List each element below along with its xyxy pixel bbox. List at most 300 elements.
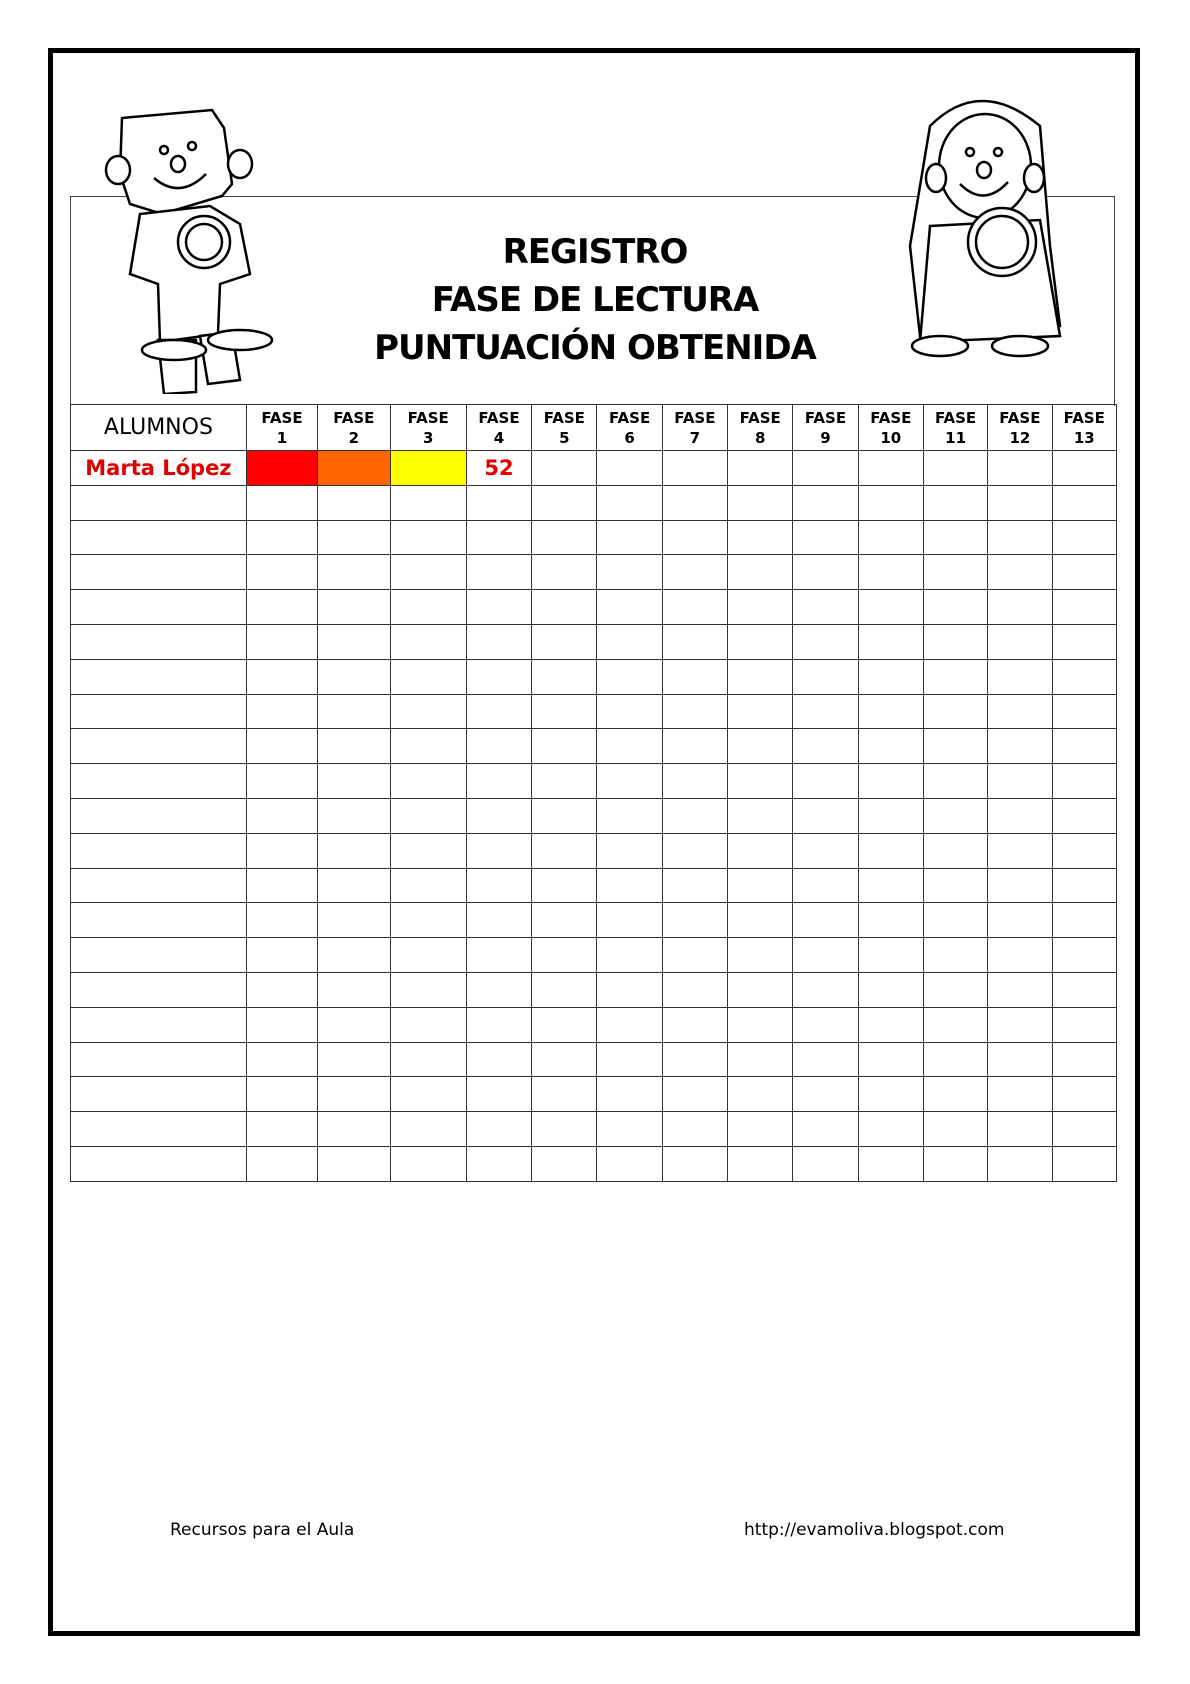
table-cell[interactable]: [318, 624, 390, 659]
table-cell[interactable]: [923, 451, 987, 486]
table-cell[interactable]: [728, 1007, 793, 1042]
table-cell[interactable]: [728, 1042, 793, 1077]
table-cell[interactable]: [466, 1112, 531, 1147]
table-cell[interactable]: [597, 868, 662, 903]
table-cell[interactable]: [318, 694, 390, 729]
table-cell[interactable]: [1052, 624, 1116, 659]
table-cell[interactable]: [1052, 764, 1116, 799]
table-cell[interactable]: [923, 624, 987, 659]
table-cell[interactable]: [923, 729, 987, 764]
table-cell[interactable]: [1052, 1007, 1116, 1042]
table-cell[interactable]: [858, 1146, 923, 1181]
table-cell[interactable]: [318, 938, 390, 973]
table-cell[interactable]: [1052, 694, 1116, 729]
table-row: [71, 451, 1117, 486]
table-cell[interactable]: [318, 1112, 390, 1147]
table-cell[interactable]: [988, 485, 1052, 520]
table-cell[interactable]: [532, 1146, 597, 1181]
table-cell[interactable]: [988, 624, 1052, 659]
table-cell[interactable]: [858, 1077, 923, 1112]
student-name-cell[interactable]: [71, 868, 247, 903]
table-cell[interactable]: [793, 868, 858, 903]
table-cell[interactable]: [662, 1112, 727, 1147]
table-cell[interactable]: [662, 868, 727, 903]
table-cell[interactable]: [662, 938, 727, 973]
table-cell[interactable]: [390, 833, 466, 868]
table-cell[interactable]: [246, 1146, 317, 1181]
table-cell[interactable]: [318, 868, 390, 903]
table-cell[interactable]: [390, 1146, 466, 1181]
table-cell[interactable]: [318, 1146, 390, 1181]
table-cell[interactable]: [988, 1112, 1052, 1147]
table-cell[interactable]: [597, 1007, 662, 1042]
table-cell[interactable]: [246, 520, 317, 555]
table-cell[interactable]: [246, 694, 317, 729]
column-header-fase-13: FASE 13: [1052, 405, 1116, 451]
table-cell[interactable]: [988, 659, 1052, 694]
table-cell[interactable]: [532, 451, 597, 486]
table-cell[interactable]: [923, 694, 987, 729]
table-cell[interactable]: [597, 972, 662, 1007]
table-cell[interactable]: [1052, 798, 1116, 833]
table-cell[interactable]: [532, 798, 597, 833]
table-cell[interactable]: [728, 1112, 793, 1147]
table-cell[interactable]: [923, 555, 987, 590]
table-cell[interactable]: [728, 590, 793, 625]
student-name-cell[interactable]: [71, 1042, 247, 1077]
table-cell[interactable]: [858, 798, 923, 833]
table-cell[interactable]: [858, 451, 923, 486]
table-cell[interactable]: [1052, 451, 1116, 486]
table-cell[interactable]: [597, 590, 662, 625]
table-cell[interactable]: [793, 520, 858, 555]
table-cell[interactable]: [858, 694, 923, 729]
boy-illustration: [100, 104, 290, 394]
student-name-cell[interactable]: [71, 833, 247, 868]
table-cell[interactable]: [318, 555, 390, 590]
table-cell[interactable]: [728, 1146, 793, 1181]
table-cell[interactable]: [1052, 972, 1116, 1007]
table-cell[interactable]: [466, 590, 531, 625]
table-cell[interactable]: [466, 555, 531, 590]
table-cell[interactable]: [728, 833, 793, 868]
table-cell[interactable]: [532, 624, 597, 659]
table-cell[interactable]: [858, 485, 923, 520]
table-cell[interactable]: [246, 798, 317, 833]
table-cell[interactable]: [662, 555, 727, 590]
table-cell[interactable]: [858, 590, 923, 625]
table-cell[interactable]: [318, 590, 390, 625]
table-cell[interactable]: [597, 520, 662, 555]
phase-3-color-cell[interactable]: [390, 451, 466, 486]
table-cell[interactable]: [923, 868, 987, 903]
table-cell[interactable]: [988, 903, 1052, 938]
table-cell[interactable]: [988, 555, 1052, 590]
table-cell[interactable]: [988, 1077, 1052, 1112]
table-cell[interactable]: [466, 938, 531, 973]
student-name-cell[interactable]: [71, 938, 247, 973]
table-cell[interactable]: [923, 659, 987, 694]
table-cell[interactable]: [793, 590, 858, 625]
table-cell[interactable]: [728, 1077, 793, 1112]
student-name-cell[interactable]: [71, 972, 247, 1007]
table-cell[interactable]: [793, 451, 858, 486]
table-cell[interactable]: [390, 729, 466, 764]
table-cell[interactable]: [793, 938, 858, 973]
table-cell[interactable]: [793, 694, 858, 729]
table-cell[interactable]: [728, 798, 793, 833]
table-cell[interactable]: [923, 590, 987, 625]
table-cell[interactable]: [988, 1042, 1052, 1077]
table-cell[interactable]: [793, 972, 858, 1007]
student-name-cell[interactable]: [71, 694, 247, 729]
table-cell[interactable]: [466, 694, 531, 729]
table-cell[interactable]: [923, 972, 987, 1007]
table-cell[interactable]: [793, 485, 858, 520]
table-cell[interactable]: [858, 972, 923, 1007]
table-cell[interactable]: [246, 729, 317, 764]
table-cell[interactable]: [923, 938, 987, 973]
student-name-cell[interactable]: Marta López: [71, 451, 247, 486]
table-cell[interactable]: [1052, 590, 1116, 625]
table-cell[interactable]: [923, 798, 987, 833]
table-cell[interactable]: [466, 903, 531, 938]
table-cell[interactable]: [532, 1042, 597, 1077]
table-cell[interactable]: [532, 694, 597, 729]
table-cell[interactable]: [728, 624, 793, 659]
table-cell[interactable]: [662, 1077, 727, 1112]
table-cell[interactable]: [662, 624, 727, 659]
table-cell[interactable]: [246, 833, 317, 868]
table-cell[interactable]: [246, 903, 317, 938]
table-cell[interactable]: [793, 624, 858, 659]
table-cell[interactable]: [532, 555, 597, 590]
table-cell[interactable]: [466, 798, 531, 833]
table-cell[interactable]: [988, 868, 1052, 903]
table-cell[interactable]: [793, 1146, 858, 1181]
table-cell[interactable]: [532, 764, 597, 799]
table-cell[interactable]: [662, 1146, 727, 1181]
table-cell[interactable]: [246, 868, 317, 903]
table-cell[interactable]: [1052, 1077, 1116, 1112]
table-cell[interactable]: [597, 659, 662, 694]
table-cell[interactable]: [858, 1042, 923, 1077]
table-cell[interactable]: [597, 1112, 662, 1147]
table-cell[interactable]: [662, 729, 727, 764]
table-cell[interactable]: [318, 764, 390, 799]
table-cell[interactable]: [246, 1042, 317, 1077]
table-cell[interactable]: [597, 451, 662, 486]
table-cell[interactable]: [466, 1077, 531, 1112]
table-cell[interactable]: [858, 555, 923, 590]
student-name-cell[interactable]: [71, 1077, 247, 1112]
table-cell[interactable]: [246, 590, 317, 625]
table-cell[interactable]: [728, 868, 793, 903]
table-cell[interactable]: [390, 868, 466, 903]
table-cell[interactable]: [466, 1042, 531, 1077]
table-cell[interactable]: [858, 624, 923, 659]
table-cell[interactable]: [923, 1112, 987, 1147]
table-cell[interactable]: [532, 868, 597, 903]
table-cell[interactable]: [662, 590, 727, 625]
table-cell[interactable]: [597, 938, 662, 973]
student-name-cell[interactable]: [71, 1146, 247, 1181]
table-cell[interactable]: [858, 729, 923, 764]
table-cell[interactable]: [662, 764, 727, 799]
table-cell[interactable]: [728, 694, 793, 729]
table-cell[interactable]: [597, 764, 662, 799]
table-cell[interactable]: [923, 1007, 987, 1042]
table-cell[interactable]: [390, 555, 466, 590]
table-cell[interactable]: [390, 659, 466, 694]
table-cell[interactable]: [988, 972, 1052, 1007]
table-cell[interactable]: [923, 1146, 987, 1181]
table-cell[interactable]: [793, 659, 858, 694]
student-name-cell[interactable]: [71, 1112, 247, 1147]
table-cell[interactable]: [246, 624, 317, 659]
table-cell[interactable]: [597, 1077, 662, 1112]
table-cell[interactable]: [597, 485, 662, 520]
table-cell[interactable]: [532, 938, 597, 973]
table-cell[interactable]: [466, 729, 531, 764]
table-cell[interactable]: [466, 764, 531, 799]
table-cell[interactable]: [858, 1007, 923, 1042]
student-name-cell[interactable]: [71, 520, 247, 555]
table-cell[interactable]: [858, 833, 923, 868]
table-cell[interactable]: [532, 659, 597, 694]
table-cell[interactable]: [390, 694, 466, 729]
student-name-cell[interactable]: [71, 624, 247, 659]
table-cell[interactable]: [793, 903, 858, 938]
table-cell[interactable]: [318, 833, 390, 868]
table-cell[interactable]: [662, 798, 727, 833]
table-cell[interactable]: [597, 624, 662, 659]
table-cell[interactable]: [728, 451, 793, 486]
table-cell[interactable]: [728, 938, 793, 973]
table-cell[interactable]: [466, 659, 531, 694]
table-cell[interactable]: [1052, 903, 1116, 938]
table-cell[interactable]: [858, 520, 923, 555]
table-cell[interactable]: [1052, 555, 1116, 590]
table-cell[interactable]: [466, 1007, 531, 1042]
table-cell[interactable]: [597, 903, 662, 938]
table-cell[interactable]: [597, 1146, 662, 1181]
table-cell[interactable]: [318, 520, 390, 555]
table-cell[interactable]: [858, 938, 923, 973]
student-name-cell[interactable]: [71, 590, 247, 625]
table-cell[interactable]: [246, 1007, 317, 1042]
table-cell[interactable]: [597, 555, 662, 590]
table-cell[interactable]: [988, 1146, 1052, 1181]
table-cell[interactable]: [318, 485, 390, 520]
table-cell[interactable]: [988, 833, 1052, 868]
table-cell[interactable]: [793, 764, 858, 799]
table-cell[interactable]: [466, 624, 531, 659]
table-cell[interactable]: [988, 590, 1052, 625]
table-cell[interactable]: [390, 520, 466, 555]
table-cell[interactable]: [858, 659, 923, 694]
table-cell[interactable]: [728, 485, 793, 520]
table-cell[interactable]: [793, 1007, 858, 1042]
student-name-cell[interactable]: [71, 903, 247, 938]
table-cell[interactable]: [988, 451, 1052, 486]
table-cell[interactable]: [728, 764, 793, 799]
table-cell[interactable]: [662, 972, 727, 1007]
table-cell[interactable]: [1052, 938, 1116, 973]
table-cell[interactable]: [1052, 1146, 1116, 1181]
table-cell[interactable]: [988, 729, 1052, 764]
table-cell[interactable]: [923, 1042, 987, 1077]
table-cell[interactable]: [532, 1112, 597, 1147]
table-cell[interactable]: [662, 520, 727, 555]
table-cell[interactable]: [793, 729, 858, 764]
table-cell[interactable]: [728, 520, 793, 555]
table-cell[interactable]: [1052, 520, 1116, 555]
table-cell[interactable]: [858, 764, 923, 799]
student-name-cell[interactable]: [71, 798, 247, 833]
table-cell[interactable]: [318, 1007, 390, 1042]
table-cell[interactable]: [318, 798, 390, 833]
table-cell[interactable]: [923, 833, 987, 868]
table-cell[interactable]: [793, 798, 858, 833]
table-cell[interactable]: [662, 694, 727, 729]
footer-url[interactable]: http://evamoliva.blogspot.com: [744, 1520, 1005, 1540]
table-cell[interactable]: [793, 555, 858, 590]
table-cell[interactable]: [858, 868, 923, 903]
phase-2-color-cell[interactable]: [318, 451, 390, 486]
table-cell[interactable]: [466, 1146, 531, 1181]
table-cell[interactable]: [728, 555, 793, 590]
table-cell[interactable]: [662, 833, 727, 868]
table-cell[interactable]: [532, 833, 597, 868]
table-cell[interactable]: [466, 520, 531, 555]
table-cell[interactable]: [390, 624, 466, 659]
phase-4-score-cell[interactable]: 52: [466, 451, 531, 486]
table-cell[interactable]: [318, 903, 390, 938]
table-cell[interactable]: [988, 1007, 1052, 1042]
table-cell[interactable]: [662, 1007, 727, 1042]
table-cell[interactable]: [793, 1112, 858, 1147]
student-name-cell[interactable]: [71, 764, 247, 799]
table-cell[interactable]: [1052, 868, 1116, 903]
table-cell[interactable]: [988, 520, 1052, 555]
phase-1-color-cell[interactable]: [246, 451, 317, 486]
table-cell[interactable]: [318, 972, 390, 1007]
table-cell[interactable]: [466, 833, 531, 868]
table-cell[interactable]: [793, 1077, 858, 1112]
table-cell[interactable]: [246, 1112, 317, 1147]
table-cell[interactable]: [390, 798, 466, 833]
table-cell[interactable]: [466, 972, 531, 1007]
table-cell[interactable]: [318, 1077, 390, 1112]
table-cell[interactable]: [923, 903, 987, 938]
table-cell[interactable]: [532, 1007, 597, 1042]
table-cell[interactable]: [662, 1042, 727, 1077]
table-cell[interactable]: [597, 729, 662, 764]
table-cell[interactable]: [532, 729, 597, 764]
table-cell[interactable]: [597, 694, 662, 729]
table-cell[interactable]: [390, 903, 466, 938]
table-cell[interactable]: [662, 451, 727, 486]
table-cell[interactable]: [246, 485, 317, 520]
student-name-cell[interactable]: [71, 729, 247, 764]
table-cell[interactable]: [246, 972, 317, 1007]
table-cell[interactable]: [597, 1042, 662, 1077]
table-cell[interactable]: [390, 938, 466, 973]
table-cell[interactable]: [597, 833, 662, 868]
table-cell[interactable]: [923, 764, 987, 799]
table-cell[interactable]: [318, 1042, 390, 1077]
table-cell[interactable]: [390, 1077, 466, 1112]
table-cell[interactable]: [390, 764, 466, 799]
table-cell[interactable]: [532, 590, 597, 625]
table-cell[interactable]: [532, 972, 597, 1007]
table-cell[interactable]: [246, 764, 317, 799]
table-cell[interactable]: [1052, 1112, 1116, 1147]
student-name-cell[interactable]: [71, 555, 247, 590]
column-header-fase-2: FASE 2: [318, 405, 390, 451]
table-cell[interactable]: [246, 938, 317, 973]
table-cell[interactable]: [532, 1077, 597, 1112]
table-cell[interactable]: [390, 485, 466, 520]
table-cell[interactable]: [858, 903, 923, 938]
table-cell[interactable]: [390, 590, 466, 625]
table-cell[interactable]: [728, 659, 793, 694]
student-name-cell[interactable]: [71, 485, 247, 520]
table-cell[interactable]: [246, 555, 317, 590]
table-cell[interactable]: [858, 1112, 923, 1147]
table-cell[interactable]: [988, 938, 1052, 973]
table-cell[interactable]: [597, 798, 662, 833]
table-cell[interactable]: [1052, 729, 1116, 764]
table-cell[interactable]: [390, 1042, 466, 1077]
table-cell[interactable]: [1052, 659, 1116, 694]
table-cell[interactable]: [466, 868, 531, 903]
table-cell[interactable]: [662, 903, 727, 938]
table-cell[interactable]: [728, 972, 793, 1007]
table-cell[interactable]: [466, 485, 531, 520]
table-cell[interactable]: [318, 659, 390, 694]
table-cell[interactable]: [988, 764, 1052, 799]
table-cell[interactable]: [246, 659, 317, 694]
student-name-cell[interactable]: [71, 1007, 247, 1042]
table-cell[interactable]: [318, 729, 390, 764]
table-cell[interactable]: [246, 1077, 317, 1112]
table-cell[interactable]: [532, 485, 597, 520]
table-cell[interactable]: [1052, 833, 1116, 868]
student-name-cell[interactable]: [71, 659, 247, 694]
table-cell[interactable]: [728, 903, 793, 938]
table-cell[interactable]: [1052, 1042, 1116, 1077]
table-cell[interactable]: [793, 1042, 858, 1077]
table-cell[interactable]: [1052, 485, 1116, 520]
table-row: [71, 972, 1117, 1007]
table-cell[interactable]: [532, 903, 597, 938]
table-cell[interactable]: [923, 1077, 987, 1112]
table-cell[interactable]: [988, 798, 1052, 833]
table-cell[interactable]: [390, 1007, 466, 1042]
table-cell[interactable]: [390, 1112, 466, 1147]
table-cell[interactable]: [662, 485, 727, 520]
table-cell[interactable]: [988, 694, 1052, 729]
table-cell[interactable]: [923, 485, 987, 520]
table-cell[interactable]: [728, 729, 793, 764]
table-cell[interactable]: [532, 520, 597, 555]
table-cell[interactable]: [923, 520, 987, 555]
table-cell[interactable]: [793, 833, 858, 868]
table-cell[interactable]: [662, 659, 727, 694]
table-cell[interactable]: [390, 972, 466, 1007]
